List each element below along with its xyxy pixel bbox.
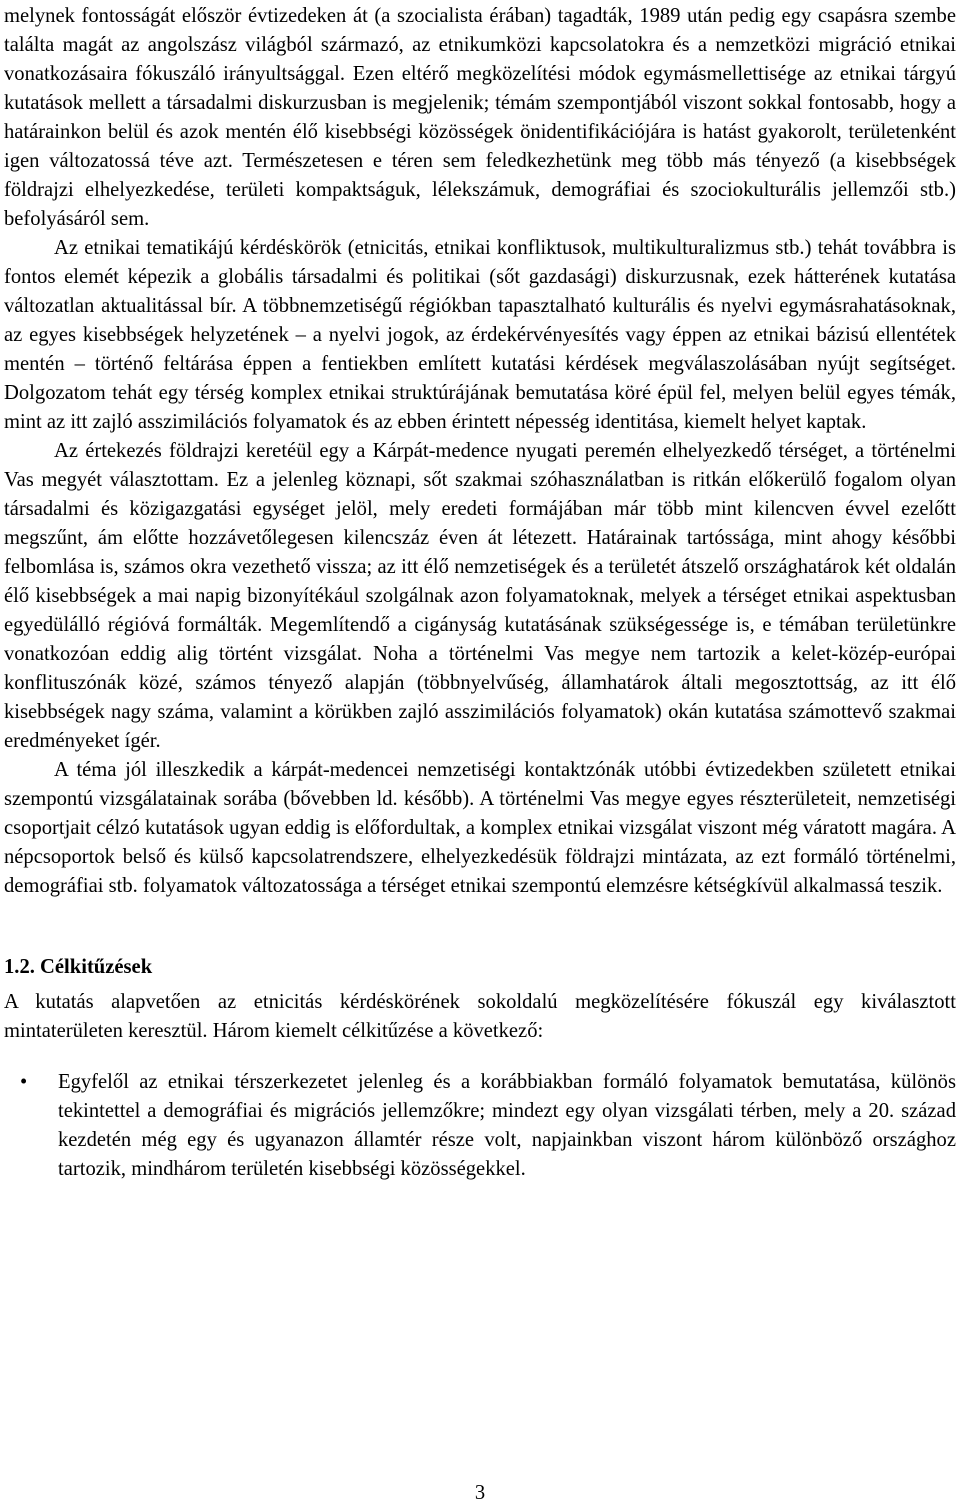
body-paragraph-2: Az etnikai tematikájú kérdéskörök (etnicitás, etnikai konfliktusok, multikulturalizmus stb.) tehát továbbra is fontos elemét képezik a globális társadalmi és politikai (sőt gazdasági) diskurzusnak, ezek hátterének kutatása változatlan aktualitással bír. A többnemzetiségű régiókban tapasztalható kulturális és nyelvi egymásrahatásoknak, az egyes kisebbségek helyzetének – a nyelvi jogok, az érdekérvényesítés vagy éppen az etnikai bázisú ellentétek mentén – történő feltárása éppen a fentiekben említett kutatási kérdések megválaszolásában nyújt segítséget. Dolgozatom tehát egy térség komplex etnikai struktúrájának bemutatása köré épül fel, melyen belül egyes témák, mint az itt zajló asszimilációs folyamatok és az ebben érintett népesség identitása, kiemelt helyet kaptak.	[4, 237, 956, 433]
body-paragraph-3: Az értekezés földrajzi keretéül egy a Kárpát-medence nyugati peremén elhelyezkedő térséget, a történelmi Vas megyét választottam. Ez a jelenleg köznapi, sőt szakmai szóhasználatban is ritkán előkerülő fogalom olyan társadalmi és közigazgatási egységet jelöl, mely eredeti formájában már több mint kilencven évvel ezelőtt megszűnt, ám előtte hozzávetőlegesen kilencszáz éven át létezett. Határainak tartóssága, mint ahogy későbbi felbomlása is, számos okra vezethető vissza; az itt élő nemzetiségek és a területét átszelő országhatárok két oldalán élő kisebbségek a mai napig bizonyítékául szolgálnak azon folyamatoknak, melyek a térséget etnikai aspektusban egyedülálló régióvá formálták. Megemlítendő a cigányság kutatásának szükségessége is, e témában területünkre vonatkozóan eddig alig történt vizsgálat. Noha a történelmi Vas megye nem tartozik a kelet-közép-európai konflituszónák közé, számos tényező alapján (többnyelvűség, államhatárok általi megosztottság, az itt élő kisebbségek nagy száma, valamint a körükben zajló asszimilációs folyamatok) okán kutatása számottevő szakmai eredményeket ígér.	[4, 440, 956, 752]
document-page	[4, 2, 956, 1184]
objectives-list	[4, 1068, 956, 1184]
body-paragraph-1: melynek fontosságát először évtizedeken át (a szocialista érában) tagadták, 1989 után pedig egy csapásra szembe találta magát az angolszász világból származó, az etnikumközi kapcsolatokra és a nemzetközi migráció etnikai vonatkozásaira fókuszáló irányultsággal. Ezen eltérő megközelítési módok egymásmellettisége az etnikai tárgyú kutatások mellett a társadalmi diskurzusban is megjelenik; témám szempontjából viszont sokkal fontosabb, hogy a határainkon belül és azok mentén élő kisebbségi közösségek önidentifikációjára is hatást gyakorolt, területenként igen változatossá téve azt. Természetesen e téren sem feledkezhetünk meg több más tényező (a kisebbségek földrajzi elhelyezkedése, területi kompaktságuk, lélekszámuk, demográfiai és szociokulturális jellemzői stb.) befolyásáról sem.	[4, 5, 956, 230]
body-paragraph-4: A téma jól illeszkedik a kárpát-medencei nemzetiségi kontaktzónák utóbbi évtizedekben született etnikai szempontú vizsgálatainak sorába (bővebben ld. később). A történelmi Vas megye egyes részterületeit, nemzetiségi csoportjait célzó kutatások ugyan eddig is előfordultak, a komplex etnikai vizsgálat viszont még váratott magára. A népcsoportok belső és külső kapcsolatrendszere, elhelyezkedésük földrajzi mintázata, az ezt formáló történelmi, demográfiai stb. folyamatok változatossága a térséget etnikai szempontú elemzésre kétségkívül alkalmassá teszik.	[4, 759, 956, 897]
section-paragraph: A kutatás alapvetően az etnicitás kérdéskörének sokoldalú megközelítésére fókuszál egy kiválasztott mintaterületen keresztül. Három kiemelt célkitűzése a következő:	[4, 991, 956, 1042]
list-item-text: Egyfelől az etnikai térszerkezetet jelenleg és a korábbiakban formáló folyamatok bemutatása, különös tekintettel a demográfiai és migrációs jellemzőkre; mindezt egy olyan vizsgálati térben, mely a 20. század kezdetén még egy és ugyanazon államtér része volt, napjainkban viszont három különböző országhoz tartozik, mindhárom területén kisebbségi közösségekkel.	[58, 1071, 956, 1180]
list-item	[4, 1068, 956, 1184]
bullet-icon: •	[20, 1071, 28, 1093]
page-number: 3	[474, 1482, 486, 1504]
section-heading: 1.2. Célkitűzések	[4, 956, 153, 978]
